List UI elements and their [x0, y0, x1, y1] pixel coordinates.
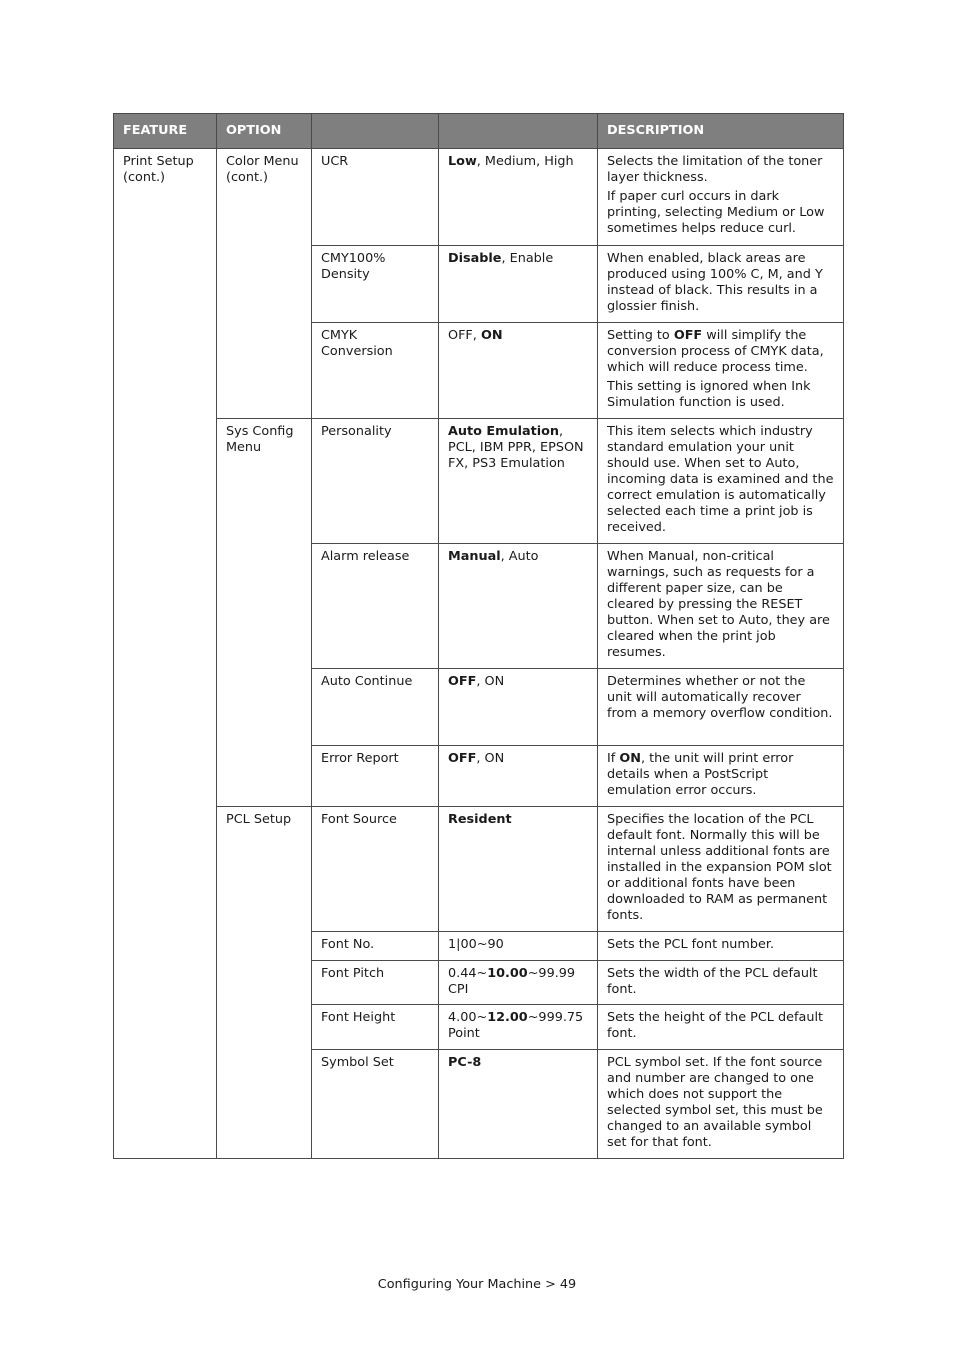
text-segment: Sets the PCL font number. — [607, 937, 775, 952]
description-cell — [598, 746, 844, 807]
header-feature: FEATURE — [114, 114, 217, 149]
menu-settings-table — [113, 113, 844, 1159]
setting-cell: CMY100% Density — [312, 246, 439, 323]
setting-cell: Font No. — [312, 932, 439, 961]
description-paragraph — [607, 966, 834, 998]
text-segment: 4.00~ — [448, 1010, 488, 1025]
text-segment: OFF, — [448, 328, 481, 343]
text-segment: When Manual, non-critical warnings, such as requests for a different paper size, can be cleared by pressing the RESET button. When set to Auto, they are cleared when the print job resumes. — [607, 549, 830, 660]
values-cell — [439, 246, 598, 323]
description-paragraph — [607, 1055, 834, 1151]
text-segment: Sets the width of the PCL default font. — [607, 966, 818, 997]
bold-text: OFF — [448, 751, 477, 766]
table-row — [114, 807, 844, 932]
text-segment: ~999.75 Point — [448, 1010, 584, 1041]
values-cell — [439, 149, 598, 246]
setting-cell: Font Height — [312, 1005, 439, 1050]
text-segment: 0.44~ — [448, 966, 488, 981]
table-row — [114, 419, 844, 544]
setting-cell: Font Pitch — [312, 961, 439, 1005]
table-row — [114, 149, 844, 246]
values-cell — [439, 419, 598, 544]
description-cell — [598, 1005, 844, 1050]
bold-text: 10.00 — [487, 966, 528, 981]
bold-text: OFF — [448, 674, 477, 689]
bold-text: OFF — [673, 328, 703, 343]
text-segment: Setting to — [607, 328, 674, 343]
bold-text: Disable — [448, 251, 502, 266]
text-segment: Selects the limitation of the toner layer thickness. — [607, 154, 823, 185]
option-cell-color-menu: Color Menu (cont.) — [217, 149, 312, 419]
values-cell — [439, 323, 598, 419]
text-segment: , Auto — [500, 549, 539, 564]
values-cell — [439, 746, 598, 807]
description-paragraph — [607, 251, 834, 315]
description-paragraph — [607, 549, 834, 661]
bold-text: Low — [448, 154, 477, 169]
text-segment: Determines whether or not the unit will automatically recover from a memory overflow condition. — [607, 674, 833, 721]
description-cell — [598, 961, 844, 1005]
description-cell — [598, 807, 844, 932]
values-cell — [439, 669, 598, 746]
values-cell — [439, 961, 598, 1005]
bold-text: Auto Emulation — [448, 424, 559, 439]
page-footer: Configuring Your Machine > 49 — [377, 1277, 577, 1292]
description-cell — [598, 544, 844, 669]
description-paragraph — [607, 812, 834, 924]
text-segment: , Medium, High — [476, 154, 574, 169]
bold-text: 12.00 — [487, 1010, 528, 1025]
values-cell — [439, 1005, 598, 1050]
header-values — [439, 114, 598, 149]
setting-cell: Alarm release — [312, 544, 439, 669]
bold-text: Resident — [448, 812, 512, 827]
text-segment: If paper curl occurs in dark printing, selecting Medium or Low sometimes helps reduce curl. — [607, 189, 825, 236]
text-segment: , the unit will print error details when a PostScript emulation error occurs. — [607, 751, 794, 798]
bold-text: ON — [619, 751, 641, 766]
description-cell — [598, 323, 844, 419]
values-cell — [439, 544, 598, 669]
bold-text: ON — [480, 328, 503, 343]
description-paragraph — [607, 1010, 834, 1042]
text-segment: Sets the height of the PCL default font. — [607, 1010, 824, 1041]
bold-text: PC-8 — [448, 1055, 482, 1070]
header-option: OPTION — [217, 114, 312, 149]
option-cell-pcl-setup: PCL Setup — [217, 807, 312, 1159]
description-cell — [598, 419, 844, 544]
values-cell — [439, 807, 598, 932]
description-cell — [598, 1050, 844, 1159]
text-segment: will simplify the conversion process of CMYK data, which will reduce process time. — [607, 328, 824, 375]
values-cell — [439, 932, 598, 961]
header-setting — [312, 114, 439, 149]
description-paragraph — [607, 424, 834, 536]
text-segment: , ON — [476, 751, 505, 766]
description-paragraph — [607, 937, 834, 953]
description-paragraph — [607, 379, 834, 411]
text-segment: Specifies the location of the PCL default font. Normally this will be internal unless additional fonts are installed in the expansion POM slot or additional fonts have been downloaded to RAM as permanent fonts. — [607, 812, 832, 923]
header-description: DESCRIPTION — [598, 114, 844, 149]
option-cell-sys-config: Sys Config Menu — [217, 419, 312, 807]
setting-cell: Error Report — [312, 746, 439, 807]
description-cell — [598, 149, 844, 246]
setting-cell: Symbol Set — [312, 1050, 439, 1159]
description-paragraph — [607, 328, 834, 376]
description-paragraph — [607, 189, 834, 237]
description-paragraph — [607, 751, 834, 799]
description-cell — [598, 669, 844, 746]
description-cell — [598, 932, 844, 961]
text-segment: PCL symbol set. If the font source and number are changed to one which does not support the selected symbol set, this must be changed to an available symbol set for that font. — [607, 1055, 823, 1150]
setting-cell: Font Source — [312, 807, 439, 932]
bold-text: Manual — [448, 549, 501, 564]
text-segment: , Enable — [501, 251, 554, 266]
description-paragraph — [607, 674, 834, 722]
text-segment: 1|00~90 — [448, 937, 504, 952]
text-segment: If — [607, 751, 620, 766]
setting-cell: CMYK Conversion — [312, 323, 439, 419]
table-header-row — [114, 114, 844, 149]
description-paragraph — [607, 154, 834, 186]
text-segment: This item selects which industry standard emulation your unit should use. When set to Auto, incoming data is examined and the correct emulation is automatically selected each time a print job is received. — [607, 424, 834, 535]
setting-cell: Personality — [312, 419, 439, 544]
text-segment: ~99.99 CPI — [448, 966, 576, 997]
text-segment: When enabled, black areas are produced using 100% C, M, and Y instead of black. This results in a glossier finish. — [607, 251, 823, 314]
setting-cell: Auto Continue — [312, 669, 439, 746]
feature-cell: Print Setup (cont.) — [114, 149, 217, 1159]
description-cell — [598, 246, 844, 323]
text-segment: , ON — [476, 674, 505, 689]
text-segment: This setting is ignored when Ink Simulation function is used. — [607, 379, 811, 410]
text-segment: , PCL, IBM PPR, EPSON FX, PS3 Emulation — [448, 424, 584, 471]
setting-cell: UCR — [312, 149, 439, 246]
values-cell — [439, 1050, 598, 1159]
